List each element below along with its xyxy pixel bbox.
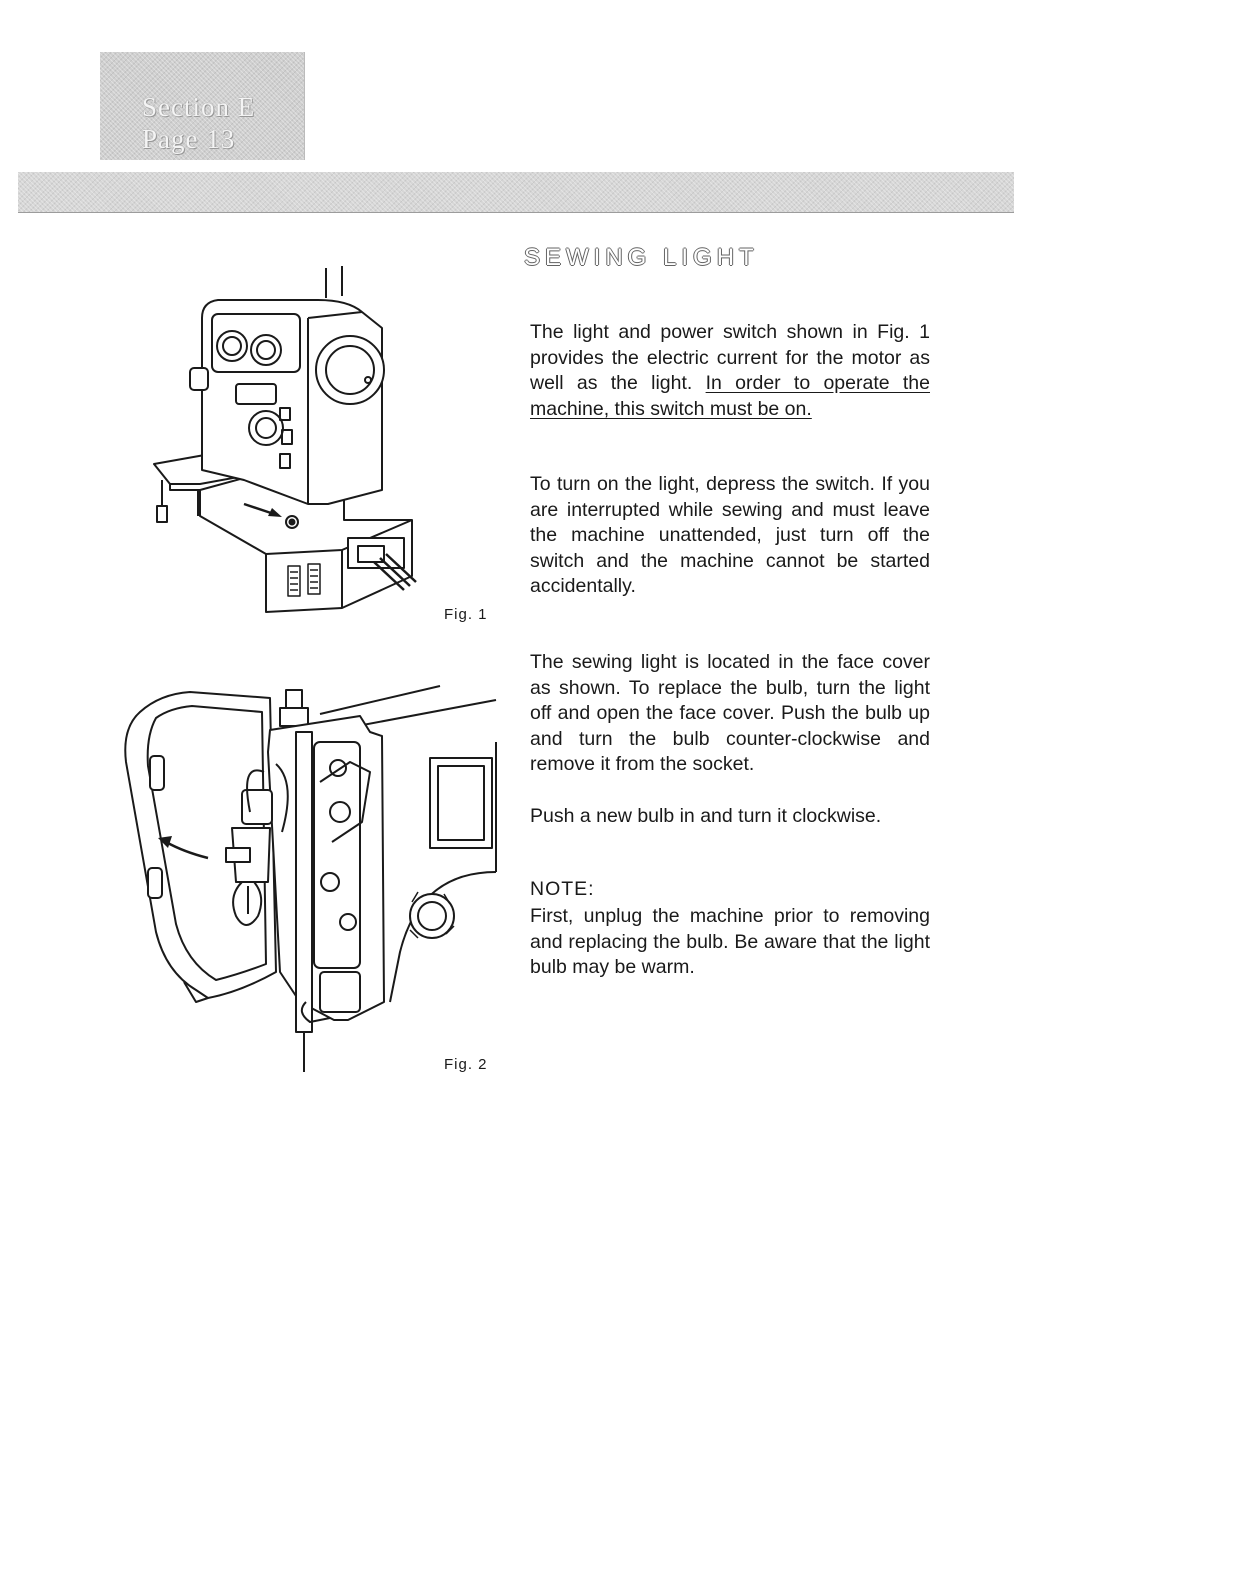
paragraph-switch-text: The light and power switch shown in Fig. 1 provides the electric current for the motor as well as the light. [530, 321, 930, 394]
page-title: SEWING LIGHT [524, 244, 759, 271]
paragraph-switch [530, 320, 930, 422]
section-label: Section E [142, 92, 256, 122]
page-label: Page 13 [142, 124, 236, 154]
paragraph-replace-bulb: The sewing light is located in the face cover as shown. To replace the bulb, turn the light off and open the face cover. Push the bulb up and turn the bulb counter-clockwise and remove it from the socket. [530, 651, 930, 775]
sewing-machine-illustration [148, 258, 448, 628]
note-text: First, unplug the machine prior to removing and replacing the bulb. Be aware that the light bulb may be warm. [530, 905, 930, 978]
fig1-caption: Fig. 1 [444, 606, 488, 623]
note-label: NOTE: [530, 878, 595, 900]
face-cover-illustration [100, 672, 510, 1082]
fig2-caption: Fig. 2 [444, 1056, 488, 1073]
paragraph-turn-on: To turn on the light, depress the switch. If you are interrupted while sewing and must leave the machine unattended, just turn off the switch and the machine cannot be started accidentally. [530, 473, 930, 597]
section-tab [100, 52, 305, 160]
header-band [18, 172, 1014, 213]
paragraph-switch-emphasis: In order to operate the machine, this switch must be on. [530, 372, 930, 420]
paragraph-new-bulb: Push a new bulb in and turn it clockwise. [530, 805, 882, 827]
